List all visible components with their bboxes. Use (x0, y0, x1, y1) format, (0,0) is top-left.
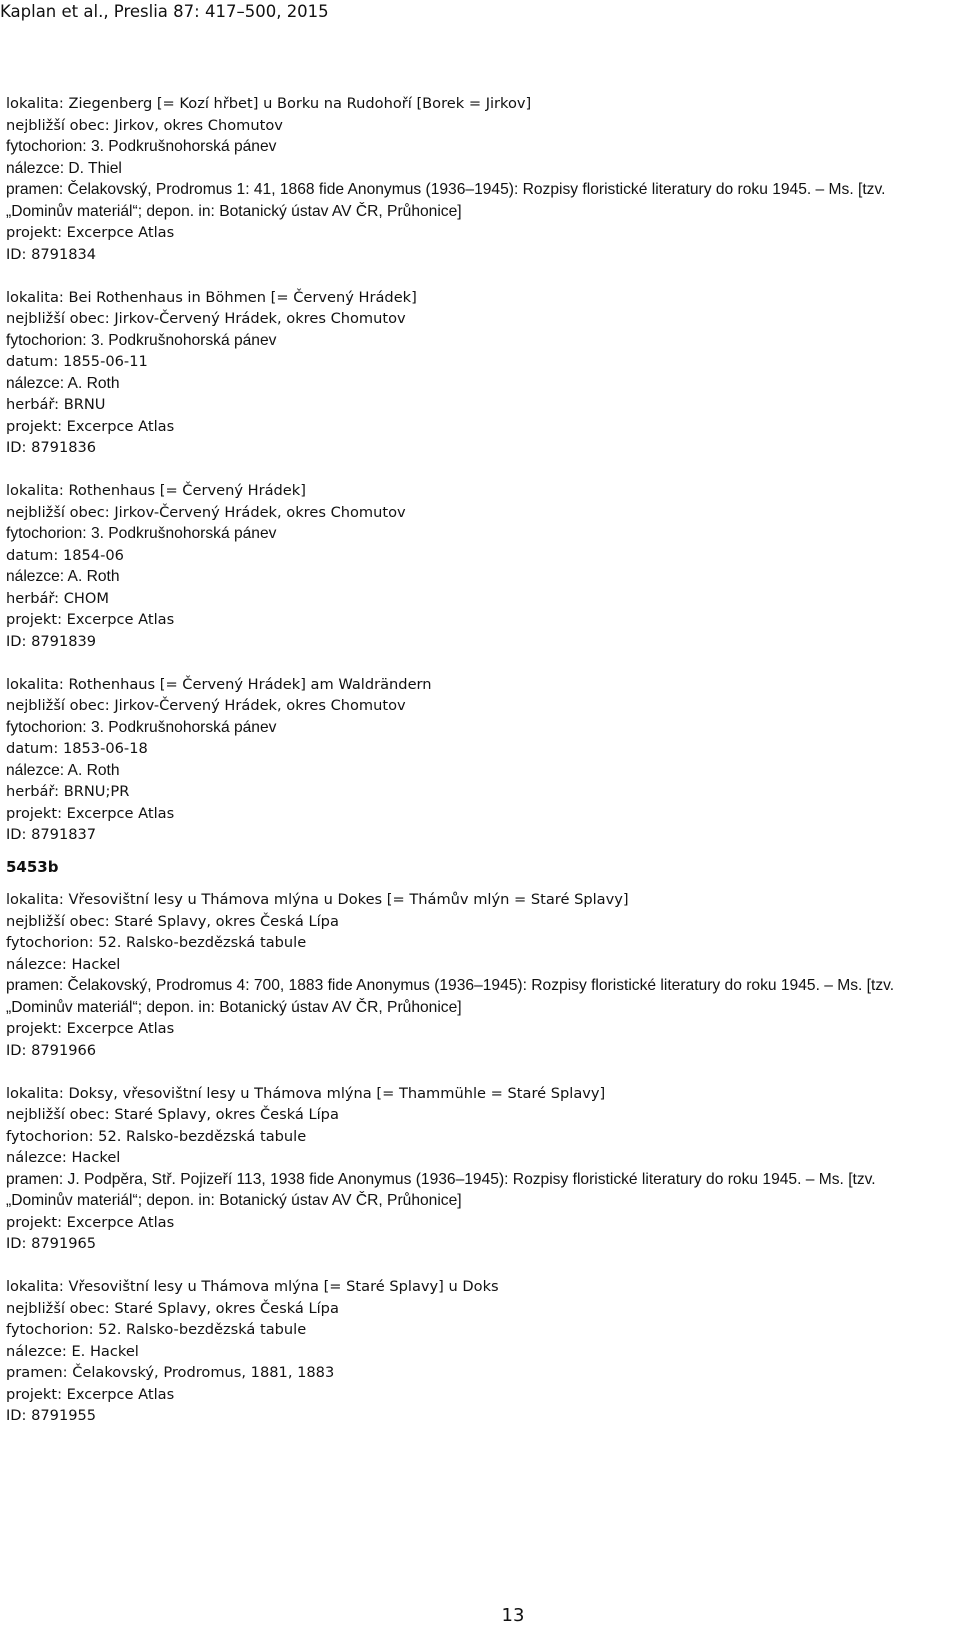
record-id: ID: 8791834 (6, 245, 97, 263)
record-id: ID: 8791837 (6, 826, 97, 843)
record (6, 93, 956, 265)
record-gap (6, 459, 956, 481)
record-nalezce: nálezce: E. Hackel (6, 1342, 139, 1360)
record-gap (6, 1255, 956, 1277)
record-id: ID: 8791966 (6, 1041, 97, 1059)
section-heading: 5453b (6, 857, 59, 876)
record-obec: nejbližší obec: Jirkov-Červený Hrádek, okres Chomutov (6, 503, 406, 521)
record-pramen-cont: „Dominův materiál“; depon. in: Botanický ústav AV ČR, Průhonice] (6, 1192, 462, 1209)
record-lokalita: lokalita: Doksy, vřesovištní lesy u Thámova mlýna [= Thammühle = Staré Splavy] (6, 1084, 606, 1102)
record-obec: nejbližší obec: Staré Splavy, okres Česká Lípa (6, 1106, 339, 1123)
record-lokalita: lokalita: Vřesovištní lesy u Thámova mlýna [= Staré Splavy] u Doks (6, 1278, 499, 1295)
record-obec: nejbližší obec: Staré Splavy, okres Česká Lípa (6, 912, 339, 930)
record-fytochorion: fytochorion: 52. Ralsko-bezdězská tabule (6, 934, 307, 951)
record-pramen: pramen: Čelakovský, Prodromus 4: 700, 1883 fide Anonymus (1936–1945): Rozpisy floristické literatury do roku 1945. – Ms. [tzv. (6, 977, 895, 994)
record-obec: nejbližší obec: Staré Splavy, okres Česká Lípa (6, 1299, 339, 1317)
record-gap (6, 265, 956, 287)
record-nalezce: nálezce: A. Roth (6, 568, 120, 585)
record-herbar: herbář: BRNU;PR (6, 783, 130, 800)
record-projekt: projekt: Excerpce Atlas (6, 804, 175, 822)
record-datum: datum: 1854-06 (6, 546, 124, 564)
record-id: ID: 8791955 (6, 1407, 97, 1424)
record-lokalita: lokalita: Vřesovištní lesy u Thámova mlýna u Dokes [= Thámův mlýn = Staré Splavy] (6, 891, 629, 908)
record-projekt: projekt: Excerpce Atlas (6, 1213, 175, 1231)
record-fytochorion: fytochorion: 3. Podkrušnohorská pánev (6, 525, 277, 542)
record-projekt: projekt: Excerpce Atlas (6, 224, 175, 241)
record-obec: nejbližší obec: Jirkov-Červený Hrádek, okres Chomutov (6, 310, 406, 327)
record-fytochorion: fytochorion: 52. Ralsko-bezdězská tabule (6, 1127, 307, 1145)
record-datum: datum: 1855-06-11 (6, 353, 148, 370)
record-projekt: projekt: Excerpce Atlas (6, 417, 175, 435)
record (6, 1276, 956, 1427)
record-id: ID: 8791965 (6, 1235, 97, 1252)
record-lokalita: lokalita: Bei Rothenhaus in Böhmen [= Červený Hrádek] (6, 288, 417, 306)
record (6, 480, 956, 652)
record-lokalita: lokalita: Rothenhaus [= Červený Hrádek] am Waldrändern (6, 675, 432, 693)
record-nalezce: nálezce: Hackel (6, 1149, 121, 1166)
record-fytochorion: fytochorion: 3. Podkrušnohorská pánev (6, 331, 277, 349)
record (6, 674, 956, 846)
record-datum: datum: 1853-06-18 (6, 740, 148, 757)
record-gap (6, 652, 956, 674)
record-herbar: herbář: BRNU (6, 396, 106, 413)
page-number: 13 (501, 1605, 525, 1626)
record-fytochorion: fytochorion: 3. Podkrušnohorská pánev (6, 138, 277, 155)
record-pramen: pramen: J. Podpěra, Stř. Pojizeří 113, 1938 fide Anonymus (1936–1945): Rozpisy floristické literatury do roku 1945. – Ms. [tzv. (6, 1170, 876, 1188)
record-lokalita: lokalita: Rothenhaus [= Červený Hrádek] (6, 482, 306, 499)
record-fytochorion: fytochorion: 3. Podkrušnohorská pánev (6, 718, 277, 736)
record-id: ID: 8791836 (6, 439, 97, 456)
record (6, 1083, 956, 1255)
record-projekt: projekt: Excerpce Atlas (6, 1020, 175, 1037)
record-obec: nejbližší obec: Jirkov-Červený Hrádek, okres Chomutov (6, 697, 406, 714)
record-gap (6, 1061, 956, 1083)
running-header: Kaplan et al., Preslia 87: 417–500, 2015 (0, 2, 329, 21)
record-list (6, 93, 956, 1427)
record-projekt: projekt: Excerpce Atlas (6, 611, 175, 628)
record-fytochorion: fytochorion: 52. Ralsko-bezdězská tabule (6, 1321, 307, 1338)
record-projekt: projekt: Excerpce Atlas (6, 1385, 175, 1403)
record (6, 287, 956, 459)
record-pramen-cont: „Dominův materiál“; depon. in: Botanický ústav AV ČR, Průhonice] (6, 998, 462, 1016)
record-pramen: pramen: Čelakovský, Prodromus, 1881, 1883 (6, 1364, 335, 1381)
record-id: ID: 8791839 (6, 632, 97, 650)
record-nalezce: nálezce: A. Roth (6, 374, 120, 392)
record-nalezce: nálezce: Hackel (6, 955, 121, 973)
record-obec: nejbližší obec: Jirkov, okres Chomutov (6, 116, 283, 134)
record-herbar: herbář: CHOM (6, 589, 109, 607)
record (6, 889, 956, 1061)
record-lokalita: lokalita: Ziegenberg [= Kozí hřbet] u Borku na Rudohoří [Borek = Jirkov] (6, 95, 532, 112)
record-pramen: pramen: Čelakovský, Prodromus 1: 41, 1868 fide Anonymus (1936–1945): Rozpisy floristické literatury do roku 1945. – Ms. [tzv. (6, 181, 886, 198)
record-pramen-cont: „Dominův materiál“; depon. in: Botanický ústav AV ČR, Průhonice] (6, 202, 462, 220)
record-nalezce: nálezce: D. Thiel (6, 159, 122, 177)
record-nalezce: nálezce: A. Roth (6, 761, 120, 779)
